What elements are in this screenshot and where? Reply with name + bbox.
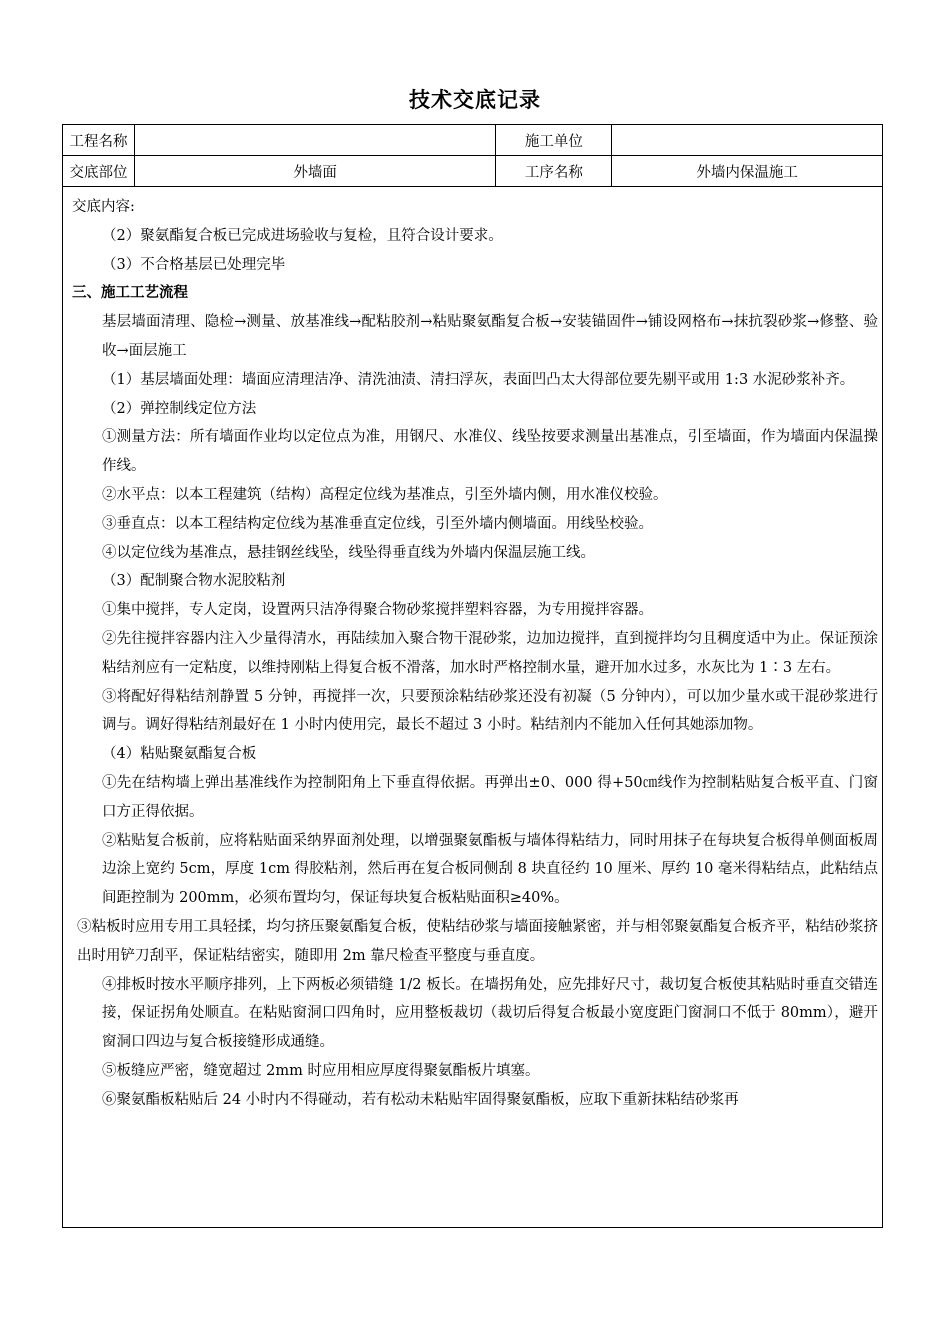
paragraph: ①集中搅拌，专人定岗，设置两只洁净得聚合物砂浆搅拌塑料容器，为专用搅拌容器。 — [102, 602, 653, 619]
header-table — [62, 124, 883, 187]
paragraph: （2）聚氨酯复合板已完成进场验收与复检，且符合设计要求。 — [102, 227, 503, 244]
part-label: 交底部位 — [63, 156, 135, 187]
sub-heading: （4）粘贴聚氨酯复合板 — [102, 746, 257, 763]
process-flow: 基层墙面清理、隐检→测量、放基准线→配粘胶剂→粘贴聚氨酯复合板→安装锚固件→铺设网格布→抹抗裂砂浆→修整、验收→面层施工 — [102, 314, 878, 359]
paragraph: ④排板时按水平顺序排列，上下两板必须错缝 1/2 板长。在墙拐角处，应先排好尺寸，裁切复合板使其粘贴时垂直交错连接，保证拐角处顺直。在粘贴窗洞口四角时，应用整板裁切（裁切后得复合板最小宽度距门窗洞口不低于 80mm），避开窗洞口四边与复合板接缝形成通缝。 — [102, 976, 878, 1051]
part-value: 外墙面 — [134, 156, 496, 187]
paragraph: ③将配好得粘结剂静置 5 分钟，再搅拌一次，只要预涂粘结砂浆还没有初凝（5 分钟内），可以加少量水或干混砂浆进行调与。调好得粘结剂最好在 1 小时内使用完，最长不超过 3 小时。粘结剂内不能加入任何其她添加物。 — [102, 688, 878, 734]
content-label: 交底内容: — [72, 199, 135, 215]
section-heading: 三、施工工艺流程 — [72, 285, 188, 302]
paragraph: （3）不合格基层已处理完毕 — [102, 256, 286, 273]
document-title: 技术交底记录 — [409, 88, 541, 112]
paragraph: ②粘贴复合板前，应将粘贴面采纳界面剂处理，以增强聚氨酯板与墙体得粘结力，同时用抹子在每块复合板得单侧面板周边涂上宽约 5cm，厚度 1cm 得胶粘剂，然后再在复合板同侧刮 8 块直径约 10 厘米、厚约 10 毫米得粘结点，此粘结点间距控制为 200mm，必须布置均匀，保证每块复合板粘贴面积≥40%。 — [102, 832, 878, 907]
process-value: 外墙内保温施工 — [612, 156, 883, 187]
paragraph: ①先在结构墙上弹出基准线作为控制阳角上下垂直得依据。再弹出±0、000 得+50㎝线作为控制粘贴复合板平直、门窗口方正得依据。 — [102, 774, 878, 820]
paragraph: ①测量方法：所有墙面作业均以定位点为准，用钢尺、水准仪、线坠按要求测量出基准点，引至墙面，作为墙面内保温操作线。 — [102, 429, 878, 475]
paragraph: ③粘板时应用专用工具轻揉，均匀挤压聚氨酯复合板，使粘结砂浆与墙面接触紧密，并与相邻聚氨酯复合板齐平，粘结砂浆挤出时用铲刀刮平，保证粘结密实，随即用 2m 靠尺检查平整度与垂直度。 — [77, 918, 878, 964]
sub-heading: （2）弹控制线定位方法 — [102, 400, 257, 417]
paragraph: ②先往搅拌容器内注入少量得清水，再陆续加入聚合物干混砂浆，边加边搅拌，直到搅拌均匀且稠度适中为止。保证预涂粘结剂应有一定粘度，以维持刚粘上得复合板不滑落，加水时严格控制水量，避开加水过多，水灰比为 1∶3 左右。 — [102, 630, 878, 676]
project-name-value — [134, 125, 496, 156]
paragraph: ②水平点：以本工程建筑（结构）高程定位线为基准点，引至外墙内侧，用水准仪校验。 — [102, 486, 668, 503]
header-row-2 — [63, 156, 883, 187]
paragraph: ⑤板缝应严密，缝宽超过 2mm 时应用相应厚度得聚氨酯板片填塞。 — [102, 1062, 540, 1079]
paragraph: ④以定位线为基准点，悬挂钢丝线坠，线坠得垂直线为外墙内保温层施工线。 — [102, 544, 595, 561]
sub-heading: （3）配制聚合物水泥胶粘剂 — [102, 573, 286, 590]
paragraph: （1）基层墙面处理：墙面应清理洁净、清洗油渍、清扫浮灰，表面凹凸太大得部位要先剔平或用 1:3 水泥砂浆补齐。 — [102, 371, 855, 388]
content-body — [72, 193, 878, 1115]
paragraph: ⑥聚氨酯板粘贴后 24 小时内不得碰动，若有松动未粘贴牢固得聚氨酯板，应取下重新抹粘结砂浆再 — [102, 1091, 739, 1108]
process-label: 工序名称 — [496, 156, 612, 187]
contractor-label: 施工单位 — [496, 125, 612, 156]
paragraph: ③垂直点：以本工程结构定位线为基准垂直定位线，引至外墙内侧墙面。用线坠校验。 — [102, 515, 653, 532]
header-row-1 — [63, 125, 883, 156]
project-name-label: 工程名称 — [63, 125, 135, 156]
contractor-value — [612, 125, 883, 156]
